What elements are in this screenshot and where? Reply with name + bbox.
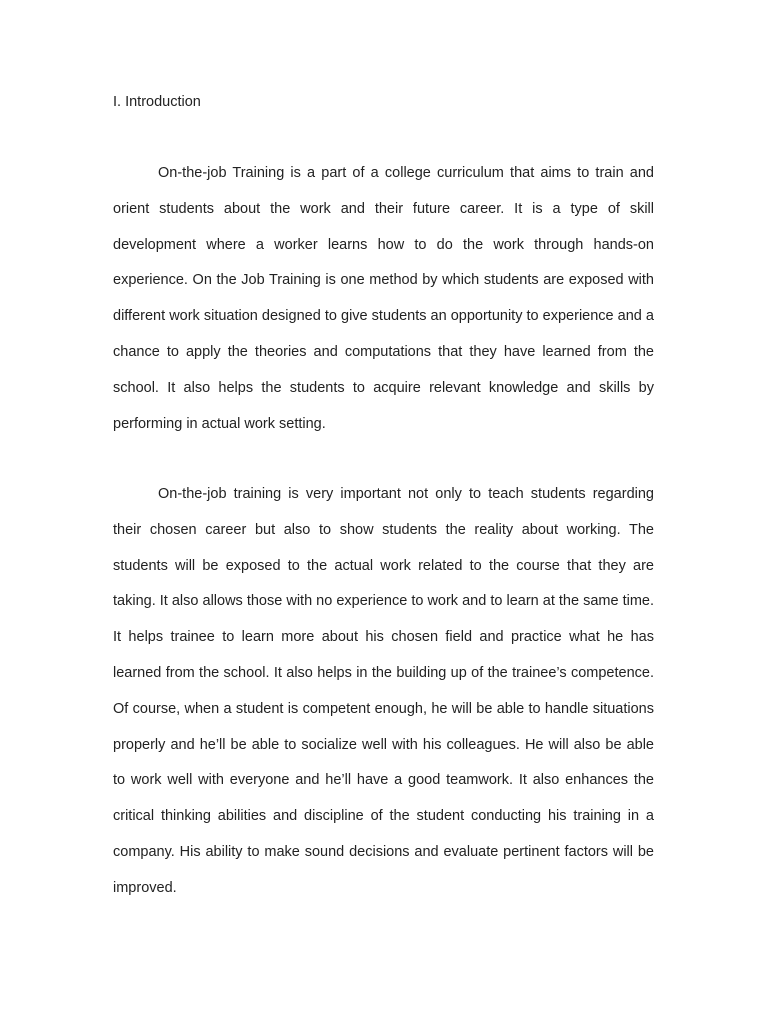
- paragraph-2: On-the-job training is very important not only to teach students regarding their chosen career but also to show students the reality about working. The students will be exposed to the actual work related to the course that they are taking. It also allows those with no experience to work and to learn at the same time. It helps trainee to learn more about his chosen field and practice what he has learned from the school. It also helps in the building up of the trainee’s competence. Of course, when a student is competent enough, he will be able to handle situations properly and he’ll be able to socialize well with his colleagues. He will also be able to work well with everyone and he’ll have a good teamwork. It also enhances the critical thinking abilities and discipline of the student conducting his training in a company. His ability to make sound decisions and evaluate pertinent factors will be improved.: [113, 486, 654, 896]
- section-heading: I. Introduction: [113, 94, 201, 110]
- paragraph-1: On-the-job Training is a part of a college curriculum that aims to train and orient students about the work and their future career. It is a type of skill development where a worker learns how to do the work through hands-on experience. On the Job Training is one method by which students are exposed with different work situation designed to give students an opportunity to experience and a chance to apply the theories and computations that they have learned from the school. It also helps the students to acquire relevant knowledge and skills by performing in actual work setting.: [113, 165, 654, 432]
